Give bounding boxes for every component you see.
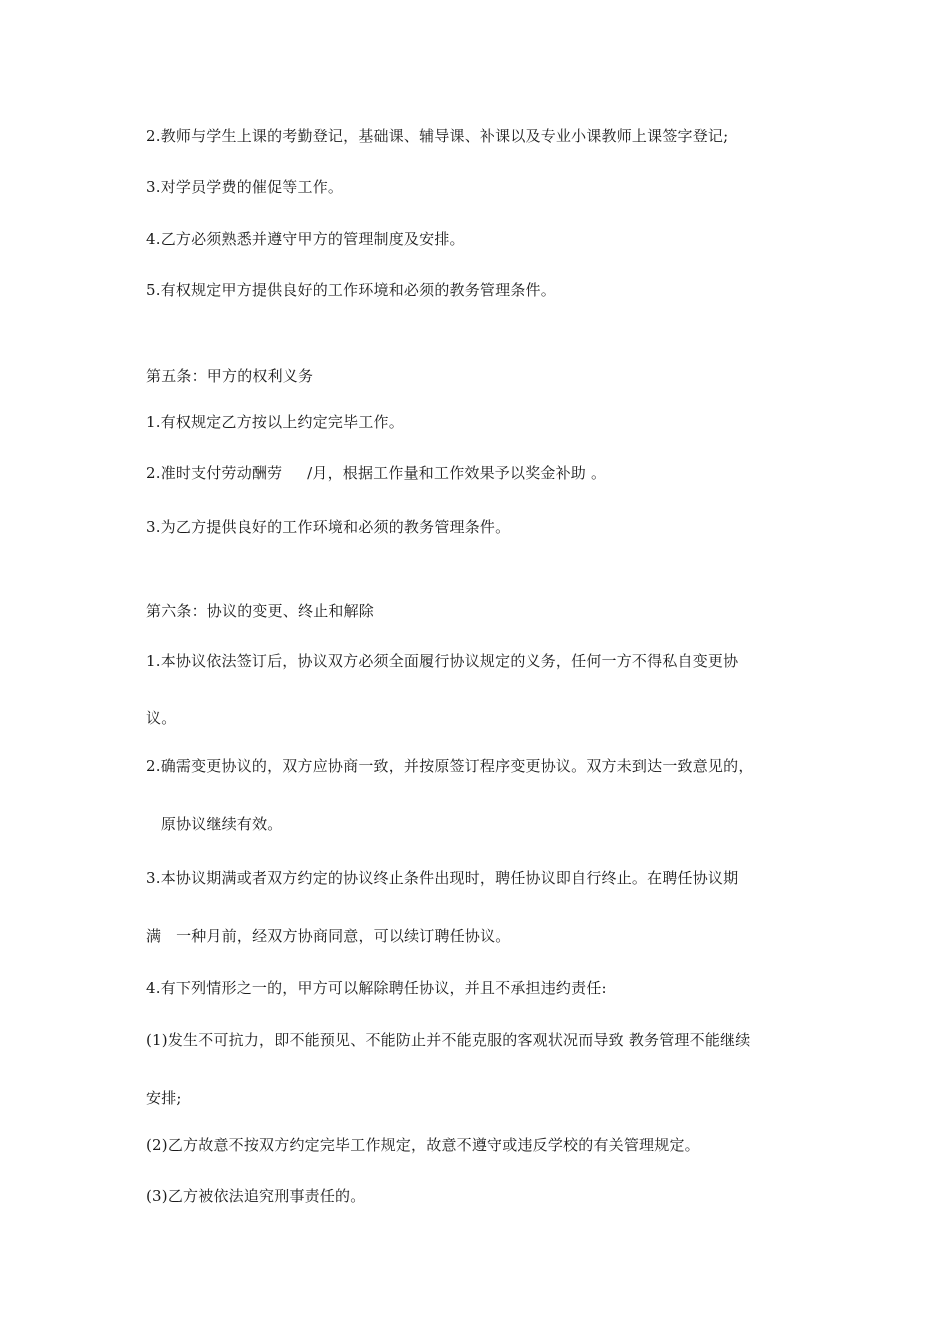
article6-item4-sub1-line1: (1)发生不可抗力，即不能预见、不能防止并不能克服的客观状况而导致 教务管理不能继续 xyxy=(146,1031,751,1049)
article4-item4: 4.乙方必须熟悉并遵守甲方的管理制度及安排。 xyxy=(146,230,465,248)
article6-item4-sub1-line2: 安排; xyxy=(146,1089,182,1107)
article6-heading: 第六条：协议的变更、终止和解除 xyxy=(146,602,375,620)
article6-item4-sub2: (2)乙方故意不按双方约定完毕工作规定，故意不遵守或违反学校的有关管理规定。 xyxy=(146,1136,700,1154)
article6-item4-sub3: (3)乙方被依法追究刑事责任的。 xyxy=(146,1187,366,1205)
article6-item1-line1: 1.本协议依法签订后，协议双方必须全面履行协议规定的义务，任何一方不得私自变更协 xyxy=(146,652,739,670)
article6-item2-line2: 原协议继续有效。 xyxy=(146,815,283,833)
article5-item2: 2.准时支付劳动酬劳 /月，根据工作量和工作效果予以奖金补助 。 xyxy=(146,464,607,482)
article4-item3: 3.对学员学费的催促等工作。 xyxy=(146,178,344,196)
article6-item1-line2: 议。 xyxy=(146,709,177,727)
article4-item2: 2.教师与学生上课的考勤登记，基础课、辅导课、补课以及专业小课教师上课签字登记; xyxy=(146,127,729,145)
article6-item3-line2: 满 一种月前，经双方协商同意，可以续订聘任协议。 xyxy=(146,927,511,945)
article6-item3-line1: 3.本协议期满或者双方约定的协议终止条件出现时，聘任协议即自行终止。在聘任协议期 xyxy=(146,869,739,887)
article5-item1: 1.有权规定乙方按以上约定完毕工作。 xyxy=(146,413,404,431)
article4-item5: 5.有权规定甲方提供良好的工作环境和必须的教务管理条件。 xyxy=(146,281,556,299)
article6-item4: 4.有下列情形之一的，甲方可以解除聘任协议，并且不承担违约责任: xyxy=(146,979,607,997)
article5-item3: 3.为乙方提供良好的工作环境和必须的教务管理条件。 xyxy=(146,518,511,536)
article5-heading: 第五条：甲方的权利义务 xyxy=(146,367,314,385)
article6-item2-line1: 2.确需变更协议的，双方应协商一致，并按原签订程序变更协议。双方未到达一致意见的， xyxy=(146,757,754,775)
